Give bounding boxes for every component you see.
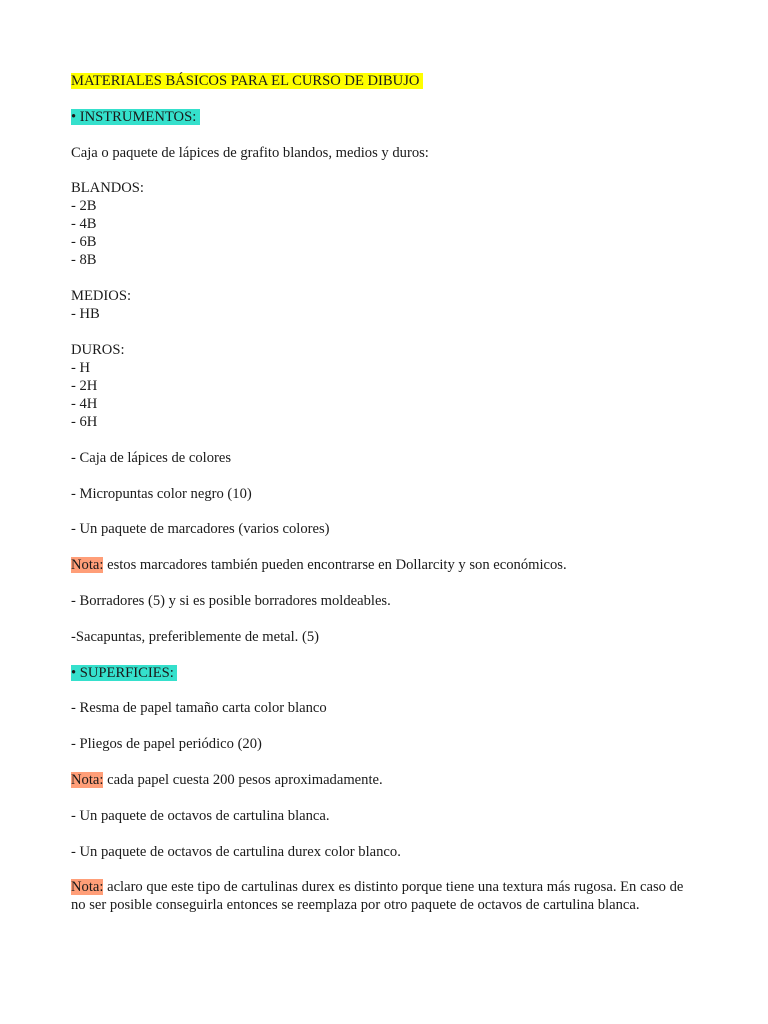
doc-title-line <box>71 72 701 90</box>
section-heading-instrumentos: • INSTRUMENTOS: <box>71 108 200 125</box>
note-paragraph <box>71 878 701 914</box>
list-item: - Caja de lápices de colores <box>71 449 232 466</box>
group-label-blandos: BLANDOS: <box>71 180 144 197</box>
list-item: - 4H <box>71 395 98 412</box>
section-heading-superficies: • SUPERFICIES: <box>71 664 178 681</box>
list-item: - 2H <box>71 377 98 394</box>
note-label: Nota: <box>71 557 104 574</box>
list-item: - Un paquete de octavos de cartulina durex color blanco. <box>71 843 401 860</box>
instruments-intro: Caja o paquete de lápices de grafito blandos, medios y duros: <box>71 144 429 161</box>
section-heading-line <box>71 664 701 682</box>
list-item: - 6H <box>71 413 98 430</box>
note-paragraph <box>71 556 701 574</box>
note-text: estos marcadores también pueden encontrarse en Dollarcity y son económicos. <box>103 557 567 574</box>
document-body <box>71 72 701 914</box>
list-item: - Pliegos de papel periódico (20) <box>71 736 262 753</box>
list-item: - Resma de papel tamaño carta color blanco <box>71 700 327 717</box>
list-item: - 8B <box>71 252 97 269</box>
list-item: - Borradores (5) y si es posible borradores moldeables. <box>71 592 391 609</box>
note-text: cada papel cuesta 200 pesos aproximadamente. <box>103 771 383 788</box>
doc-title: MATERIALES BÁSICOS PARA EL CURSO DE DIBUJO <box>71 73 424 89</box>
list-item: - H <box>71 359 91 376</box>
list-item: - HB <box>71 306 100 323</box>
note-label: Nota: <box>71 771 104 788</box>
group-label-duros: DUROS: <box>71 341 125 358</box>
note-paragraph <box>71 771 701 789</box>
list-item: -Sacapuntas, preferiblemente de metal. (5) <box>71 628 319 645</box>
list-item: - Un paquete de octavos de cartulina blanca. <box>71 807 330 824</box>
list-item: - Micropuntas color negro (10) <box>71 485 252 502</box>
list-item: - 6B <box>71 234 97 251</box>
note-text: aclaro que este tipo de cartulinas durex es distinto porque tiene una textura más rugosa. En caso de no ser posible conseguirla entonces se reemplaza por otro paquete de octavos de cartulina blanca. <box>71 879 684 914</box>
group-label-medios: MEDIOS: <box>71 288 131 305</box>
list-item: - 4B <box>71 216 97 233</box>
list-item: - Un paquete de marcadores (varios colores) <box>71 521 330 538</box>
note-label: Nota: <box>71 879 104 896</box>
section-heading-line <box>71 108 701 126</box>
list-item: - 2B <box>71 198 97 215</box>
